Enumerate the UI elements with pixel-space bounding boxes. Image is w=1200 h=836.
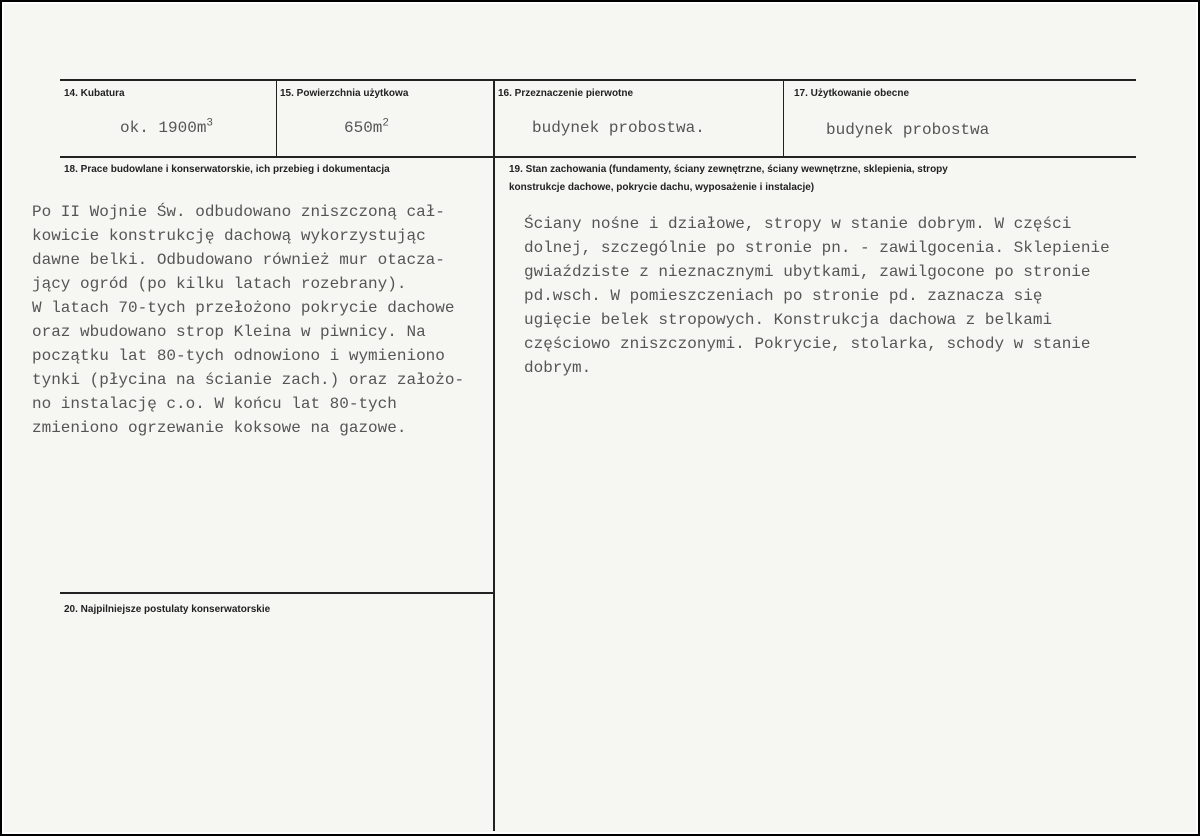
field-18-text <box>32 200 464 440</box>
field-18-line: kowicie konstrukcję dachową wykorzystując <box>32 227 426 245</box>
field-19-line: dobrym. <box>524 359 592 377</box>
field-19-line: dolnej, szczególnie po stronie pn. - zawilgocenia. Sklepienie <box>524 239 1110 257</box>
field-19-text <box>524 212 1110 380</box>
rule-v-15-16 <box>493 79 495 831</box>
field-17-label: 17. Użytkowanie obecne <box>794 88 910 99</box>
field-15-unit-sup: 2 <box>382 117 390 130</box>
rule-top <box>60 79 1136 81</box>
field-19-line: pd.wsch. W pomieszczeniach po stronie pd. zaznacza się <box>524 287 1043 305</box>
field-18-line: zmieniono ogrzewanie koksowe na gazowe. <box>32 419 407 437</box>
field-19-label-line1: 19. Stan zachowania (fundamenty, ściany zewnętrzne, ściany wewnętrzne, sklepienia, stropy <box>509 164 948 175</box>
field-18-line: początku lat 80-tych odnowiono i wymieniono <box>32 347 445 365</box>
field-17-value: budynek probostwa <box>826 121 990 139</box>
field-14-label: 14. Kubatura <box>64 88 125 99</box>
field-14-value <box>120 116 213 140</box>
field-18-line: dawne belki. Odbudowano również mur otacza- <box>32 251 445 269</box>
field-14-unit-sup: 3 <box>206 117 214 130</box>
field-18-line: W latach 70-tych przełożono pokrycie dachowe <box>32 299 455 317</box>
field-14-value-text: ok. 1900m <box>120 119 207 137</box>
field-19-line: częściowo zniszczonymi. Pokrycie, stolarka, schody w stanie <box>524 335 1091 353</box>
field-18-line: tynki (płycina na ścianie zach.) oraz założo- <box>32 371 465 389</box>
field-19-line: ugięcie belek stropowych. Konstrukcja dachowa z belkami <box>524 311 1053 329</box>
field-18-line: oraz wbudowano strop Kleina w piwnicy. Na <box>32 323 426 341</box>
rule-v-16-17 <box>783 79 784 158</box>
record-card <box>4 4 1196 832</box>
field-16-value: budynek probostwa. <box>532 119 705 137</box>
field-19-line: gwiaździste z nieznacznymi ubytkami, zawilgocone po stronie <box>524 263 1091 281</box>
field-18-line: jący ogród (po kilku latach rozebrany). <box>32 275 407 293</box>
rule-v-14-15 <box>276 79 277 158</box>
field-19-line: Ściany nośne i działowe, stropy w stanie dobrym. W części <box>524 215 1072 233</box>
field-15-value-text: 650m <box>344 119 383 137</box>
field-19-label-line2: konstrukcje dachowe, pokrycie dachu, wyposażenie i instalacje) <box>509 182 815 193</box>
rule-field18-bottom <box>60 592 494 594</box>
field-18-label: 18. Prace budowlane i konserwatorskie, ich przebieg i dokumentacja <box>64 164 390 175</box>
rule-row1-bottom <box>60 156 1136 158</box>
field-15-label: 15. Powierzchnia użytkowa <box>280 88 409 99</box>
field-18-line: no instalację c.o. W końcu lat 80-tych <box>32 395 397 413</box>
field-15-value <box>344 116 389 140</box>
field-20-label: 20. Najpilniejsze postulaty konserwatorskie <box>64 604 271 615</box>
field-18-line: Po II Wojnie Św. odbudowano zniszczoną cał- <box>32 203 445 221</box>
field-16-label: 16. Przeznaczenie pierwotne <box>498 88 634 99</box>
